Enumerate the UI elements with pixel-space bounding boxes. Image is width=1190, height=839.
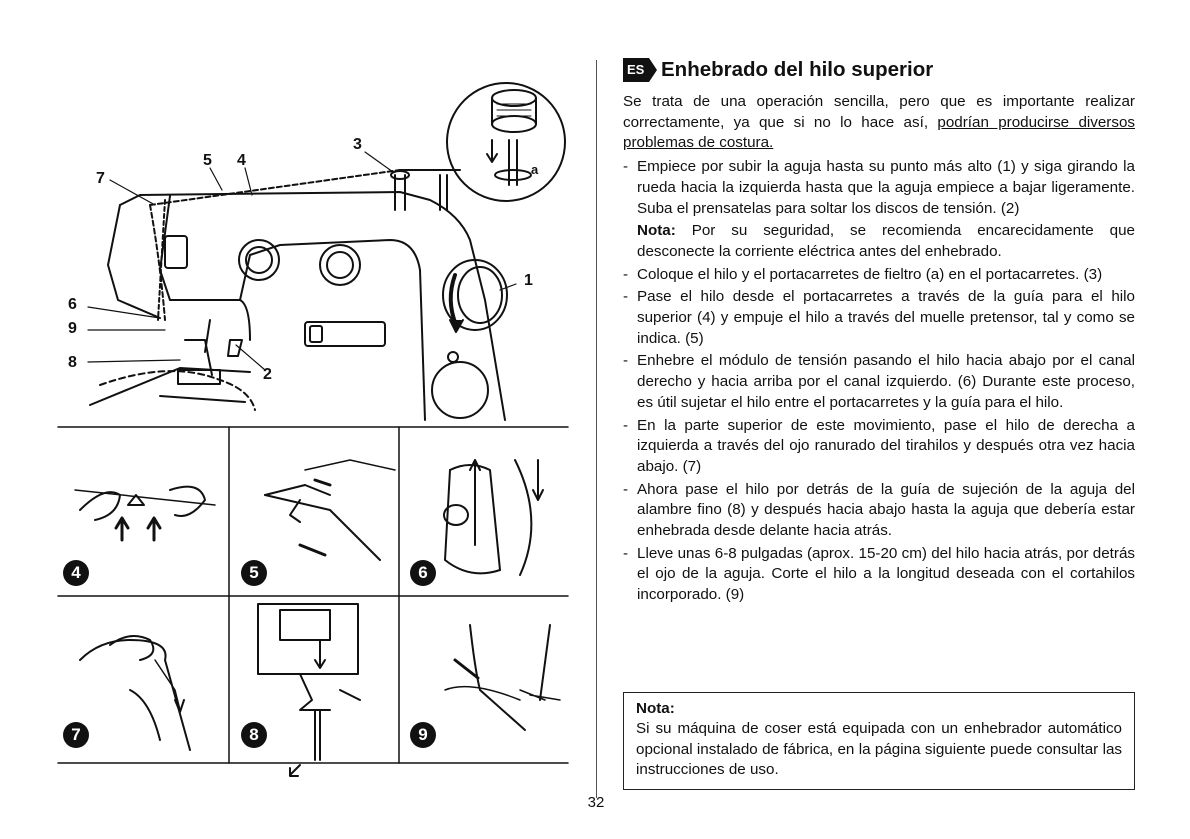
callout-9: 9 <box>68 320 77 337</box>
panel-step-4-badge: 4 <box>63 560 89 586</box>
callout-2: 2 <box>263 366 272 383</box>
callout-5: 5 <box>203 152 212 169</box>
panel-5-drawing <box>265 460 395 560</box>
panel-9-drawing <box>445 625 560 730</box>
step-text: Ahora pase el hilo por detrás de la guía de sujeción de la aguja del alambre fino (8) y después hacia abajo hasta la aguja que debería estar enhebrada desde delante hacia atrás. <box>637 480 1135 540</box>
step-item <box>623 544 1135 606</box>
callout-6: 6 <box>68 296 77 313</box>
callout-3: 3 <box>353 136 362 153</box>
step-text: Lleve unas 6-8 pulgadas (aprox. 15-20 cm) del hilo hacia atrás, por detrás el ojo de la aguja. Corte el hilo a la longitud deseada con el cortahilos incorporado. (9) <box>637 544 1135 604</box>
language-badge: ES <box>623 58 649 82</box>
intro-paragraph <box>623 92 1135 154</box>
callout-8: 8 <box>68 354 77 371</box>
step-marker: - <box>623 544 629 562</box>
step-item <box>623 416 1135 478</box>
column-divider <box>596 60 597 798</box>
step-item <box>623 351 1135 413</box>
panel-7-drawing <box>80 636 190 750</box>
step-text: Pase el hilo desde el portacarretes a través de la guía para el hilo superior (4) y empuje el hilo a través del muelle pretensor, tal y como se indica. (5) <box>637 288 1135 347</box>
step-item <box>623 157 1135 219</box>
step-marker: - <box>623 352 629 370</box>
panel-step-6-badge: 6 <box>410 560 436 586</box>
panel-step-8-badge: 8 <box>241 722 267 748</box>
intro-text: Se trata de una operación sencilla, pero que es importante realizar correctamente, ya que si no lo hace así, <box>623 93 1135 131</box>
sewing-machine-drawing <box>90 170 507 420</box>
step-text: Empiece por subir la aguja hasta su punto más alto (1) y siga girando la rueda hacia la izquierda hasta que la aguja empiece a bajar ligeramente. Suba el prensatelas para soltar los discos de tensión. (2) <box>637 158 1135 217</box>
spool-inset <box>400 83 565 201</box>
steps-list <box>623 157 1135 606</box>
instructions-column <box>623 56 1135 608</box>
step-text: Enhebre el módulo de tensión pasando el hilo hacia abajo por el canal derecho y hacia arriba por el canal izquierdo. (6) Durante este proceso, es útil sujetar el hilo entre el portacarretes y la guía para el hilo. <box>637 352 1135 411</box>
panel-4-drawing <box>75 487 215 540</box>
step-marker: - <box>623 480 629 498</box>
panel-step-7-badge: 7 <box>63 722 89 748</box>
step-item <box>623 287 1135 349</box>
step-text: Coloque el hilo y el portacarretes de fieltro (a) en el portacarretes. (3) <box>637 265 1103 283</box>
step-marker: - <box>623 158 629 176</box>
page-title: Enhebrado del hilo superior <box>661 58 934 81</box>
page-number: 32 <box>587 794 605 811</box>
panel-6-drawing <box>444 460 543 575</box>
note-box-text: Si su máquina de coser está equipada con un enhebrador automático opcional instalado de fábrica, en la página siguiente puede consultar las instrucciones de uso. <box>636 720 1122 779</box>
step-marker: - <box>623 416 629 434</box>
panel-step-9-badge: 9 <box>410 722 436 748</box>
callout-4: 4 <box>237 152 246 169</box>
step-item <box>623 480 1135 542</box>
step-text: En la parte superior de este movimiento, pase el hilo de derecha a izquierda a través del ojo ranurado del tirahilos y después otra vez hacia abajo. (7) <box>637 416 1135 475</box>
intro-underlined-text: podrían producirse diversos problemas de costura. <box>623 113 1135 152</box>
note-box <box>623 692 1135 790</box>
panel-8-drawing <box>258 604 360 776</box>
callout-1: 1 <box>524 272 533 289</box>
step-marker: - <box>623 288 629 306</box>
section-header <box>623 56 1135 84</box>
callout-7: 7 <box>96 170 105 187</box>
step-item <box>623 265 1135 286</box>
inset-label-a: a <box>531 162 539 177</box>
panel-step-5-badge: 5 <box>241 560 267 586</box>
step-marker: - <box>623 265 629 283</box>
inline-note-label: Nota: <box>637 222 676 240</box>
inline-note-text: Por su seguridad, se recomienda encarecidamente que desconecte la corriente eléctrica antes del enhebrado. <box>637 222 1135 260</box>
note-box-label: Nota: <box>636 700 675 717</box>
inline-safety-note <box>623 221 1135 262</box>
